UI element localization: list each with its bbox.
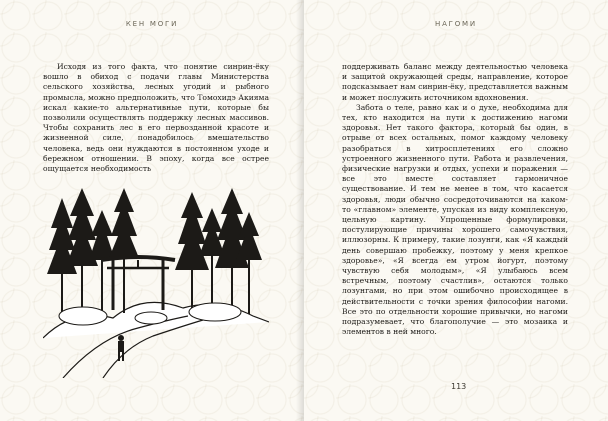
running-head-author: КЕН МОГИ <box>125 20 179 28</box>
right-page <box>304 0 608 421</box>
right-paragraph-2: Забота о теле, равно как и о духе, необходима для тех, кто находится на пути к достижению нагоми здоровья. Нет такого фактора, который бы один, в отрыве от всех остальных, помог каждому человеку разобраться в хитросплетениях его сложно устроенного жизненного пути. Работа и развлечения, физические нагрузки и отдых, успехи и поражения — все это вместе составляет гармоничное существование. И тем не менее в том, что касается здоровья, люди обычно сосредоточиваются на каком-то «главном» элементе, упуская из виду комплексную, цельную картину. Упрощенные формулировки, постулирующие причины хорошего самочувствия, иллюзорны. К примеру, такие лозунги, как «Я каждый день совершаю пробежку, поэтому у меня крепкое здоровье», «Я всегда ем утром йогурт, поэтому чувствую себя молодым», «Я улыбаюсь всем встречным, поэтому счастлив», остаются только лозунгами, но при этом ошибочно происходящее в действительности с точки зрения философии нагоми. Все это по отдельности хорошие привычки, но нагоми подразумевает, что благополучие — это мозаика и элементов в ней много. <box>342 102 568 337</box>
right-text-block <box>342 62 568 337</box>
left-text-block <box>43 62 269 174</box>
left-paragraph: Исходя из того факта, что понятие синрин-ёку вошло в обиход с подачи главы Министерства сельского хозяйства, лесных угодий и рыбного промысла, можно предположить, что Томохидэ Акияма искал какие-то альтернативные пути, которые бы позволили осуществлять поддержку лесных массивов. Чтобы сохранить лес в его первозданной красоте и жизненной силе, понадобилось вмешательство человека, ведь они нуждаются в постоянном уходе и бережном отношении. В эпоху, когда все острее ощущается необходимость <box>43 62 269 174</box>
forest-torii-illustration <box>43 188 269 378</box>
page-number: 113 <box>451 382 467 391</box>
right-paragraph-1: поддерживать баланс между деятельностью человека и защитой окружающей среды, направление, которое подсказывает нам синрин-ёку, представляется важным и может послужить источником вдохновения. <box>342 62 568 102</box>
running-head-title: НАГОМИ <box>435 20 477 28</box>
